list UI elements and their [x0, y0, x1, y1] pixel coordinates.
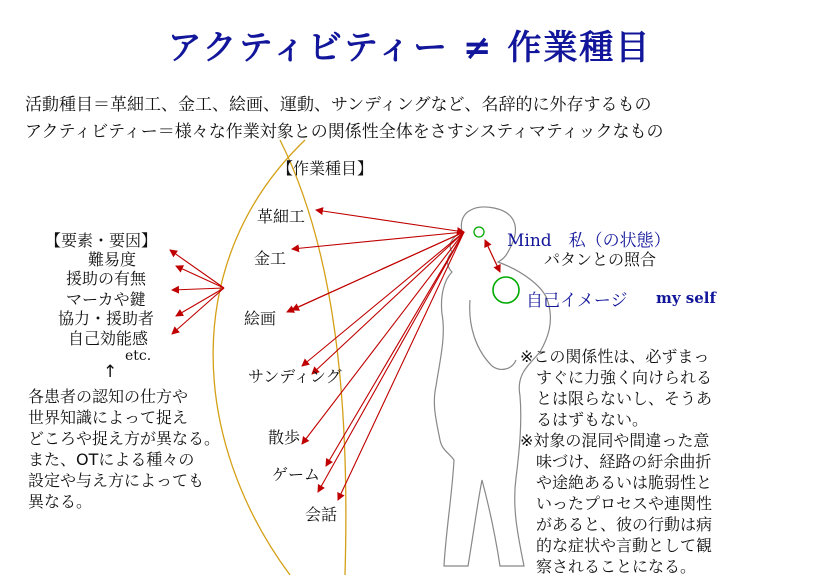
mind-self-arrow: [485, 240, 500, 272]
intro-line-2: アクティビティー＝様々な作業対象との関係性全体をさすシスティマティックなもの: [25, 122, 664, 142]
self-image-circle: [493, 277, 519, 303]
activity-conversation: 会話: [305, 505, 338, 524]
factors-header: 【要素・要因】: [45, 231, 158, 250]
factor-assistance: 援助の有無: [66, 269, 147, 288]
person-arm: [470, 300, 516, 369]
pattern-label: パタンとの照合: [544, 250, 657, 269]
self-image-label: 自己イメージ: [526, 291, 628, 311]
patient-note: 各患者の認知の仕方や 世界知識によって捉え どころや捉え方が異なる。 また、OTによる種々の 設定や与え方によっても 異なる。: [28, 387, 221, 511]
up-arrow: ↑: [103, 362, 118, 382]
factor-etc: etc.: [125, 348, 152, 364]
factor-helper: 協力・援助者: [58, 309, 155, 328]
activities-header: 【作業種目】: [277, 159, 374, 178]
mind-label: Mind 私（の状態）: [507, 231, 671, 251]
factor-difficulty: 難易度: [88, 250, 137, 269]
activity-metalwork: 金工: [254, 249, 287, 268]
activity-leatherwork: 革細工: [257, 207, 306, 226]
activity-game: ゲーム: [272, 465, 321, 484]
factor-arrows: [170, 250, 224, 334]
factor-markers: マーカや鍵: [66, 290, 146, 309]
mind-circle: [474, 227, 484, 237]
page-title: アクティビティー ≠ 作業種目: [167, 28, 652, 68]
self-image-en: my self: [656, 289, 716, 307]
activity-painting: 絵画: [244, 309, 277, 328]
factor-self-efficacy: 自己効能感: [68, 329, 149, 348]
intro-line-1: 活動種目＝革細工、金工、絵画、運動、サンディングなど、名辞的に外存するもの: [25, 95, 652, 115]
activity-arrows: [287, 210, 464, 500]
relationship-note: ※この関係性は、必ずまっ すぐに力強く向けられる とは限らないし、そうあ るはずもない。 ※対象の混同や間違った意 味づけ、経路の紆余曲折 や途絶あるいは脆弱性と いったプロセスや連関性 があると、彼の行動は病 的な症状や言動として観 察されることになる。: [520, 347, 713, 576]
activity-sanding: サンディング: [248, 367, 342, 386]
activity-walk: 散歩: [268, 428, 301, 447]
